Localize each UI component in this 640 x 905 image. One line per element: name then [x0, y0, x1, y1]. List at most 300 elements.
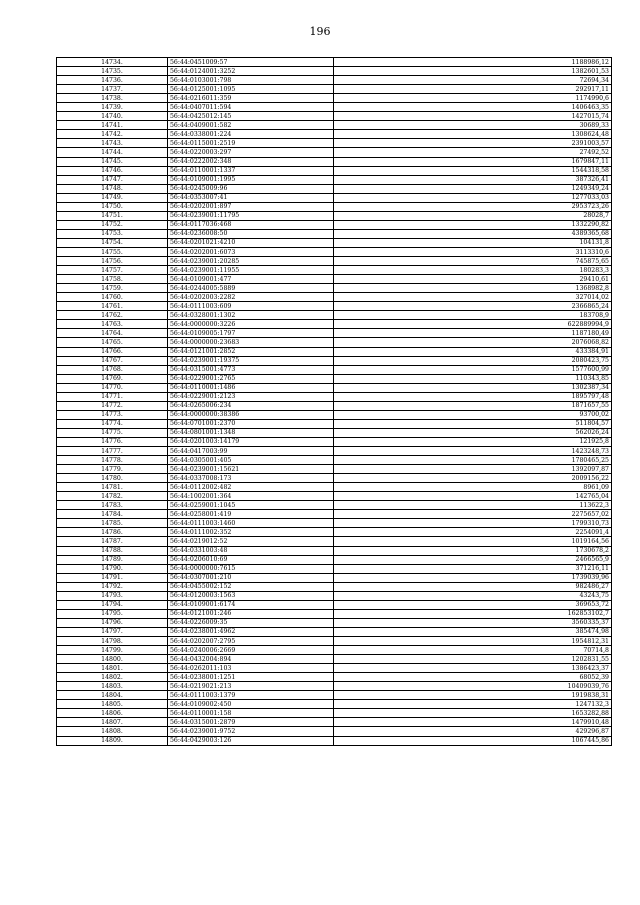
table-row [57, 582, 612, 591]
cadastral-value-cell: 10409039,76 [334, 682, 612, 691]
table-row [57, 437, 612, 446]
table-row [57, 419, 612, 428]
cadastral-number-cell: 56:44:1002001:364 [168, 492, 334, 501]
cadastral-number-cell: 56:44:0265006:234 [168, 401, 334, 410]
table-row [57, 148, 612, 157]
cadastral-value-cell: 43243,75 [334, 591, 612, 600]
cadastral-number-cell: 56:44:0219021:213 [168, 682, 334, 691]
table-row [57, 727, 612, 736]
row-number-cell: 14770. [57, 383, 168, 392]
row-number-cell: 14756. [57, 257, 168, 266]
table-row [57, 85, 612, 94]
cadastral-value-cell: 369653,72 [334, 600, 612, 609]
row-number-cell: 14809. [57, 736, 168, 745]
cadastral-value-cell: 142765,04 [334, 492, 612, 501]
cadastral-value-cell: 2254091,4 [334, 528, 612, 537]
table-row [57, 655, 612, 664]
row-number-cell: 14808. [57, 727, 168, 736]
table-row [57, 365, 612, 374]
row-number-cell: 14776. [57, 437, 168, 446]
cadastral-number-cell: 56:44:0245009:96 [168, 184, 334, 193]
cadastral-value-cell: 2366865,24 [334, 302, 612, 311]
cadastral-number-cell: 56:44:0239001:11795 [168, 211, 334, 220]
row-number-cell: 14787. [57, 537, 168, 546]
cadastral-value-cell: 1427015,74 [334, 112, 612, 121]
cadastral-number-cell: 56:44:0305001:405 [168, 456, 334, 465]
cadastral-number-cell: 56:44:0220003:297 [168, 148, 334, 157]
row-number-cell: 14743. [57, 139, 168, 148]
cadastral-value-cell: 180283,3 [334, 266, 612, 275]
table-row [57, 682, 612, 691]
cadastral-number-cell: 56:44:0110001:1337 [168, 166, 334, 175]
table-row [57, 700, 612, 709]
table-row [57, 519, 612, 528]
row-number-cell: 14806. [57, 709, 168, 718]
table-row [57, 157, 612, 166]
cadastral-value-cell: 1871657,55 [334, 401, 612, 410]
cadastral-number-cell: 56:44:0239001:20285 [168, 257, 334, 266]
row-number-cell: 14761. [57, 302, 168, 311]
table-row [57, 573, 612, 582]
row-number-cell: 14739. [57, 103, 168, 112]
table-row [57, 103, 612, 112]
table-row [57, 501, 612, 510]
cadastral-number-cell: 56:44:0117036:468 [168, 220, 334, 229]
cadastral-value-cell: 3113310,6 [334, 247, 612, 256]
cadastral-number-cell: 56:44:0206010:69 [168, 555, 334, 564]
cadastral-value-cell: 2466565,9 [334, 555, 612, 564]
row-number-cell: 14790. [57, 564, 168, 573]
cadastral-value-cell: 1730678,2 [334, 546, 612, 555]
table-row [57, 175, 612, 184]
table-row [57, 374, 612, 383]
cadastral-number-cell: 56:44:0701001:2370 [168, 419, 334, 428]
cadastral-number-cell: 56:44:0240006:2669 [168, 646, 334, 655]
table-row [57, 347, 612, 356]
cadastral-number-cell: 56:44:0338001:224 [168, 130, 334, 139]
cadastral-value-cell: 562026,24 [334, 428, 612, 437]
cadastral-value-cell: 2275657,02 [334, 510, 612, 519]
row-number-cell: 14763. [57, 320, 168, 329]
cadastral-value-cell: 1653282,88 [334, 709, 612, 718]
row-number-cell: 14738. [57, 94, 168, 103]
table-row [57, 320, 612, 329]
row-number-cell: 14799. [57, 646, 168, 655]
cadastral-number-cell: 56:44:0103001:798 [168, 76, 334, 85]
cadastral-number-cell: 56:44:0801001:1348 [168, 428, 334, 437]
cadastral-value-cell: 183708,9 [334, 311, 612, 320]
row-number-cell: 14773. [57, 410, 168, 419]
row-number-cell: 14737. [57, 85, 168, 94]
cadastral-number-cell: 56:44:0115001:2519 [168, 139, 334, 148]
table-row [57, 456, 612, 465]
cadastral-number-cell: 56:44:0111003:609 [168, 302, 334, 311]
row-number-cell: 14798. [57, 637, 168, 646]
cadastral-number-cell: 56:44:0112002:482 [168, 483, 334, 492]
table-row [57, 555, 612, 564]
table-row [57, 302, 612, 311]
cadastral-value-cell: 327014,02 [334, 293, 612, 302]
cadastral-value-cell: 1067445,86 [334, 736, 612, 745]
table-row [57, 211, 612, 220]
row-number-cell: 14767. [57, 356, 168, 365]
cadastral-number-cell: 56:44:0109001:6174 [168, 600, 334, 609]
table-row [57, 528, 612, 537]
table-row [57, 410, 612, 419]
row-number-cell: 14751. [57, 211, 168, 220]
cadastral-value-cell: 121925,8 [334, 437, 612, 446]
cadastral-number-cell: 56:44:0409001:582 [168, 121, 334, 130]
table-row [57, 193, 612, 202]
cadastral-value-cell: 1895797,48 [334, 392, 612, 401]
row-number-cell: 14753. [57, 229, 168, 238]
row-number-cell: 14803. [57, 682, 168, 691]
row-number-cell: 14762. [57, 311, 168, 320]
cadastral-value-cell: 511804,57 [334, 419, 612, 428]
cadastral-value-cell: 68052,39 [334, 673, 612, 682]
cadastral-value-cell: 1679847,11 [334, 157, 612, 166]
table-row [57, 293, 612, 302]
cadastral-value-cell: 387326,41 [334, 175, 612, 184]
cadastral-value-cell: 1174990,6 [334, 94, 612, 103]
row-number-cell: 14742. [57, 130, 168, 139]
table-row [57, 401, 612, 410]
cadastral-number-cell: 56:44:0328001:1302 [168, 311, 334, 320]
cadastral-value-cell: 429296,87 [334, 727, 612, 736]
cadastral-value-cell: 72694,34 [334, 76, 612, 85]
cadastral-value-cell: 1187180,49 [334, 329, 612, 338]
cadastral-number-cell: 56:44:0109001:1995 [168, 175, 334, 184]
row-number-cell: 14766. [57, 347, 168, 356]
cadastral-number-cell: 56:44:0236008:50 [168, 229, 334, 238]
table-row [57, 691, 612, 700]
cadastral-number-cell: 56:44:0429003:126 [168, 736, 334, 745]
row-number-cell: 14807. [57, 718, 168, 727]
cadastral-number-cell: 56:44:0262011:103 [168, 664, 334, 673]
row-number-cell: 14747. [57, 175, 168, 184]
table-row [57, 736, 612, 745]
cadastral-value-cell: 1919838,31 [334, 691, 612, 700]
cadastral-value-cell: 1954812,31 [334, 637, 612, 646]
cadastral-value-cell: 1249349,24 [334, 184, 612, 193]
row-number-cell: 14758. [57, 275, 168, 284]
cadastral-value-cell: 1577600,99 [334, 365, 612, 374]
cadastral-number-cell: 56:44:0451009:57 [168, 58, 334, 67]
row-number-cell: 14796. [57, 618, 168, 627]
cadastral-number-cell: 56:44:0109001:477 [168, 275, 334, 284]
row-number-cell: 14744. [57, 148, 168, 157]
row-number-cell: 14734. [57, 58, 168, 67]
row-number-cell: 14802. [57, 673, 168, 682]
table-row [57, 428, 612, 437]
row-number-cell: 14736. [57, 76, 168, 85]
cadastral-number-cell: 56:44:0216011:359 [168, 94, 334, 103]
row-number-cell: 14768. [57, 365, 168, 374]
row-number-cell: 14740. [57, 112, 168, 121]
cadastral-value-cell: 2076068,82 [334, 338, 612, 347]
cadastral-value-cell: 1019164,56 [334, 537, 612, 546]
cadastral-number-cell: 56:44:0202003:2282 [168, 293, 334, 302]
table-row [57, 166, 612, 175]
row-number-cell: 14784. [57, 510, 168, 519]
table-row [57, 184, 612, 193]
table-row [57, 284, 612, 293]
cadastral-number-cell: 56:44:0239001:11955 [168, 266, 334, 275]
cadastral-value-cell: 1247132,3 [334, 700, 612, 709]
table-row [57, 247, 612, 256]
cadastral-number-cell: 56:44:0222002:348 [168, 157, 334, 166]
row-number-cell: 14795. [57, 609, 168, 618]
row-number-cell: 14735. [57, 67, 168, 76]
cadastral-number-cell: 56:44:0109002:450 [168, 700, 334, 709]
row-number-cell: 14775. [57, 428, 168, 437]
table-row [57, 338, 612, 347]
table-row [57, 139, 612, 148]
cadastral-number-cell: 56:44:0125001:1095 [168, 85, 334, 94]
cadastral-number-cell: 56:44:0111003:1379 [168, 691, 334, 700]
row-number-cell: 14788. [57, 546, 168, 555]
row-number-cell: 14749. [57, 193, 168, 202]
table-row [57, 718, 612, 727]
cadastral-value-cell: 162853102,7 [334, 609, 612, 618]
cadastral-value-cell: 745875,65 [334, 257, 612, 266]
cadastral-value-cell: 1202831,55 [334, 655, 612, 664]
cadastral-number-cell: 56:44:0229001:2123 [168, 392, 334, 401]
table-row [57, 474, 612, 483]
table-row [57, 130, 612, 139]
cadastral-number-cell: 56:44:0219012:52 [168, 537, 334, 546]
row-number-cell: 14757. [57, 266, 168, 275]
table-row [57, 664, 612, 673]
cadastral-number-cell: 56:44:0202007:2795 [168, 637, 334, 646]
table-row [57, 537, 612, 546]
table-row [57, 329, 612, 338]
table-row [57, 311, 612, 320]
row-number-cell: 14801. [57, 664, 168, 673]
cadastral-value-cell: 1544318,58 [334, 166, 612, 175]
row-number-cell: 14764. [57, 329, 168, 338]
cadastral-number-cell: 56:44:0315001:4773 [168, 365, 334, 374]
row-number-cell: 14774. [57, 419, 168, 428]
row-number-cell: 14778. [57, 456, 168, 465]
row-number-cell: 14781. [57, 483, 168, 492]
table-row [57, 67, 612, 76]
cadastral-value-cell: 2009156,22 [334, 474, 612, 483]
row-number-cell: 14789. [57, 555, 168, 564]
table-row [57, 591, 612, 600]
table-row [57, 618, 612, 627]
cadastral-value-cell: 1308624,48 [334, 130, 612, 139]
cadastral-value-cell: 1302387,34 [334, 383, 612, 392]
table-row [57, 229, 612, 238]
table-row [57, 609, 612, 618]
cadastral-number-cell: 56:44:0000000:23683 [168, 338, 334, 347]
table-row [57, 220, 612, 229]
table-row [57, 257, 612, 266]
table-row [57, 564, 612, 573]
cadastral-number-cell: 56:44:0124001:3252 [168, 67, 334, 76]
cadastral-number-cell: 56:44:0244005:5889 [168, 284, 334, 293]
cadastral-value-cell: 982486,27 [334, 582, 612, 591]
table-row [57, 94, 612, 103]
row-number-cell: 14800. [57, 655, 168, 664]
cadastral-number-cell: 56:44:0425012:145 [168, 112, 334, 121]
cadastral-number-cell: 56:44:0110001:158 [168, 709, 334, 718]
cadastral-value-cell: 1392097,87 [334, 465, 612, 474]
row-number-cell: 14759. [57, 284, 168, 293]
row-number-cell: 14760. [57, 293, 168, 302]
cadastral-value-cell: 622889994,9 [334, 320, 612, 329]
row-number-cell: 14746. [57, 166, 168, 175]
cadastral-value-cell: 1368982,8 [334, 284, 612, 293]
row-number-cell: 14786. [57, 528, 168, 537]
cadastral-number-cell: 56:44:0337008:173 [168, 474, 334, 483]
cadastral-number-cell: 56:44:0432004:894 [168, 655, 334, 664]
cadastral-number-cell: 56:44:0353007:41 [168, 193, 334, 202]
row-number-cell: 14779. [57, 465, 168, 474]
cadastral-number-cell: 56:44:0239001:9752 [168, 727, 334, 736]
cadastral-value-cell: 1332290,82 [334, 220, 612, 229]
row-number-cell: 14752. [57, 220, 168, 229]
cadastral-number-cell: 56:44:0455002:152 [168, 582, 334, 591]
cadastral-number-cell: 56:44:0331003:48 [168, 546, 334, 555]
page-number: 196 [309, 25, 331, 38]
cadastral-value-cell: 29410,61 [334, 275, 612, 284]
row-number-cell: 14771. [57, 392, 168, 401]
row-number-cell: 14769. [57, 374, 168, 383]
table-row [57, 121, 612, 130]
cadastral-value-cell: 1799310,73 [334, 519, 612, 528]
cadastral-value-cell: 4389365,68 [334, 229, 612, 238]
cadastral-number-cell: 56:44:0201021:4210 [168, 238, 334, 247]
cadastral-value-cell: 1386423,37 [334, 664, 612, 673]
table-row [57, 510, 612, 519]
table-row [57, 646, 612, 655]
table-body [57, 58, 612, 746]
cadastral-number-cell: 56:44:0202001:897 [168, 202, 334, 211]
cadastral-number-cell: 56:44:0407011:594 [168, 103, 334, 112]
cadastral-number-cell: 56:44:0259001:1045 [168, 501, 334, 510]
cadastral-value-cell: 27492,52 [334, 148, 612, 157]
cadastral-value-cell: 3560335,37 [334, 618, 612, 627]
cadastral-number-cell: 56:44:0111002:352 [168, 528, 334, 537]
cadastral-value-cell: 8961,09 [334, 483, 612, 492]
cadastral-number-cell: 56:44:0121001:2852 [168, 347, 334, 356]
table-row [57, 238, 612, 247]
cadastral-number-cell: 56:44:0110001:1486 [168, 383, 334, 392]
cadastral-number-cell: 56:44:0111003:1460 [168, 519, 334, 528]
table-row [57, 383, 612, 392]
table-row [57, 266, 612, 275]
table-row [57, 492, 612, 501]
table-row [57, 392, 612, 401]
table-row [57, 58, 612, 67]
table-row [57, 202, 612, 211]
row-number-cell: 14805. [57, 700, 168, 709]
cadastral-value-cell: 1739039,96 [334, 573, 612, 582]
cadastral-number-cell: 56:44:0238001:1251 [168, 673, 334, 682]
row-number-cell: 14772. [57, 401, 168, 410]
cadastral-number-cell: 56:44:0239001:15621 [168, 465, 334, 474]
cadastral-value-cell: 371216,11 [334, 564, 612, 573]
cadastral-value-cell: 113622,3 [334, 501, 612, 510]
row-number-cell: 14777. [57, 447, 168, 456]
cadastral-number-cell: 56:44:0315001:2879 [168, 718, 334, 727]
table-row [57, 637, 612, 646]
row-number-cell: 14797. [57, 627, 168, 636]
cadastral-number-cell: 56:44:0000000:7615 [168, 564, 334, 573]
row-number-cell: 14745. [57, 157, 168, 166]
cadastral-value-cell: 292917,11 [334, 85, 612, 94]
cadastral-number-cell: 56:44:0000000:38386 [168, 410, 334, 419]
row-number-cell: 14765. [57, 338, 168, 347]
row-number-cell: 14783. [57, 501, 168, 510]
row-number-cell: 14780. [57, 474, 168, 483]
cadastral-value-cell: 2391003,57 [334, 139, 612, 148]
row-number-cell: 14792. [57, 582, 168, 591]
cadastral-value-cell: 93700,02 [334, 410, 612, 419]
row-number-cell: 14748. [57, 184, 168, 193]
table-row [57, 483, 612, 492]
cadastral-number-cell: 56:44:0000000:3226 [168, 320, 334, 329]
cadastral-number-cell: 56:44:0109005:1797 [168, 329, 334, 338]
table-row [57, 546, 612, 555]
row-number-cell: 14755. [57, 247, 168, 256]
cadastral-number-cell: 56:44:0238001:4962 [168, 627, 334, 636]
table-row [57, 465, 612, 474]
table-row [57, 112, 612, 121]
cadastral-number-cell: 56:44:0120003:1563 [168, 591, 334, 600]
cadastral-number-cell: 56:44:0229001:2765 [168, 374, 334, 383]
cadastral-value-cell: 104131,8 [334, 238, 612, 247]
table-row [57, 275, 612, 284]
table-row [57, 600, 612, 609]
cadastral-number-cell: 56:44:0239001:19375 [168, 356, 334, 365]
table-row [57, 447, 612, 456]
cadastral-value-cell: 28028,7 [334, 211, 612, 220]
table-row [57, 356, 612, 365]
cadastral-value-cell: 1479910,48 [334, 718, 612, 727]
cadastral-value-cell: 433384,91 [334, 347, 612, 356]
cadastral-value-cell: 2953723,26 [334, 202, 612, 211]
cadastral-number-cell: 56:44:0121001:246 [168, 609, 334, 618]
cadastral-number-cell: 56:44:0226009:35 [168, 618, 334, 627]
row-number-cell: 14791. [57, 573, 168, 582]
row-number-cell: 14785. [57, 519, 168, 528]
cadastral-value-cell: 2080423,75 [334, 356, 612, 365]
row-number-cell: 14782. [57, 492, 168, 501]
row-number-cell: 14804. [57, 691, 168, 700]
cadastral-value-cell: 1780465,25 [334, 456, 612, 465]
cadastral-value-table [56, 57, 612, 746]
row-number-cell: 14793. [57, 591, 168, 600]
row-number-cell: 14741. [57, 121, 168, 130]
cadastral-value-cell: 110343,85 [334, 374, 612, 383]
table-row [57, 627, 612, 636]
cadastral-value-cell: 1188986,12 [334, 58, 612, 67]
row-number-cell: 14750. [57, 202, 168, 211]
cadastral-value-cell: 30689,33 [334, 121, 612, 130]
row-number-cell: 14794. [57, 600, 168, 609]
cadastral-value-cell: 70714,8 [334, 646, 612, 655]
cadastral-number-cell: 56:44:0417003:99 [168, 447, 334, 456]
cadastral-number-cell: 56:44:0307001:210 [168, 573, 334, 582]
cadastral-number-cell: 56:44:0201003:14179 [168, 437, 334, 446]
cadastral-value-cell: 1423248,73 [334, 447, 612, 456]
cadastral-value-cell: 385474,98 [334, 627, 612, 636]
table-row [57, 673, 612, 682]
row-number-cell: 14754. [57, 238, 168, 247]
